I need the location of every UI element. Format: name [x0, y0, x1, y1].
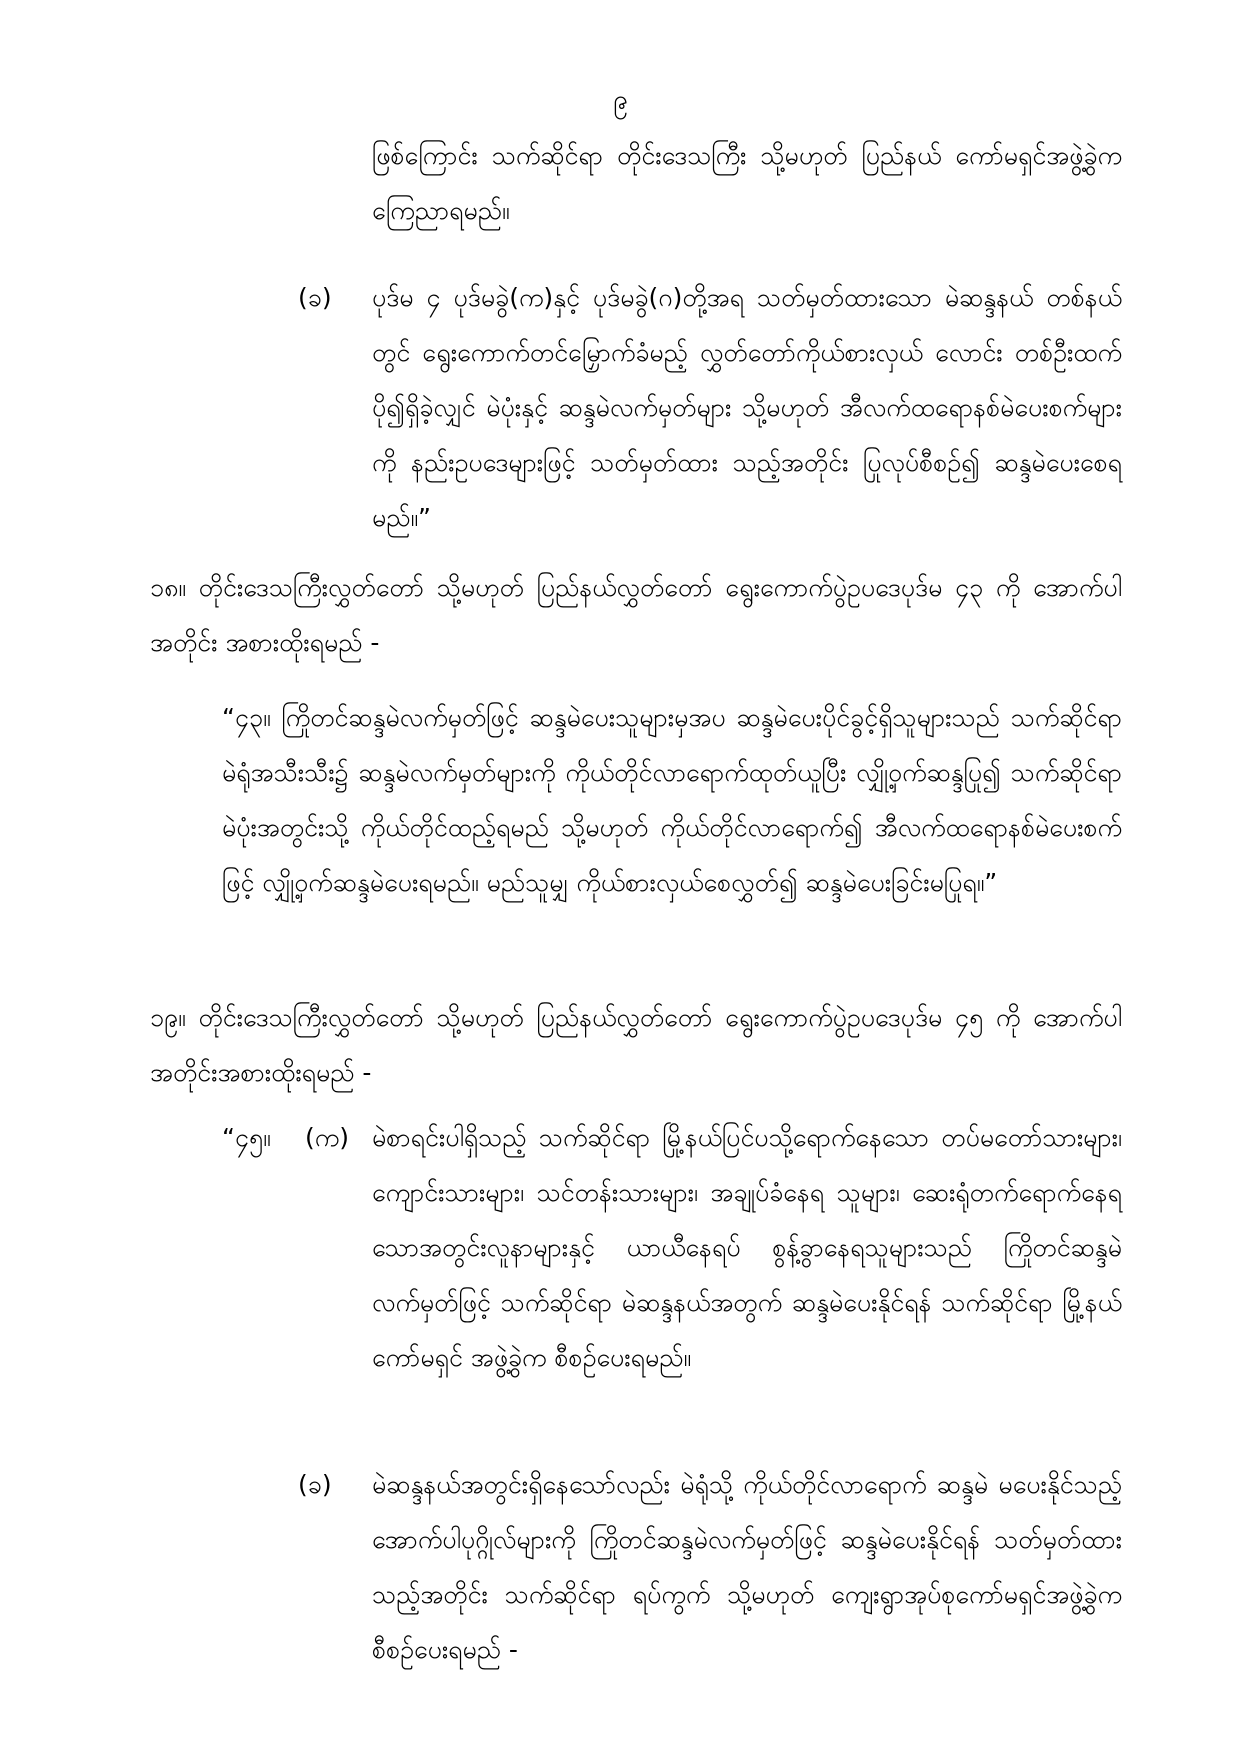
section-19-text: ၁၉။ တိုင်းဒေသကြီးလွှတ်တော် သို့မဟုတ် ပြည်နယ်လွှတ်တော် ရွေးကောက်ပွဲဥပဒေပုဒ်မ ၄၅ ကို အောက်ပါအတိုင်းအစားထိုးရမည် - — [150, 1003, 1122, 1087]
sub-clause-ka-text: မဲစာရင်းပါရှိသည့် သက်ဆိုင်ရာ မြို့နယ်ပြင်ပသို့ရောက်နေသော တပ်မတော်သားများ၊ ကျောင်းသားများ၊ သင်တန်းသားများ၊ အချုပ်ခံနေရ သူများ၊ ဆေးရုံတက်ရောက်နေရသောအတွင်းလူနာများနှင့် ယာယီနေရပ် စွန့်ခွာနေရသူများသည် ကြိုတင်ဆန္ဒမဲလက်မှတ်ဖြင့် သက်ဆိုင်ရာ မဲဆန္ဒနယ်အတွက် ဆန္ဒမဲပေးနိုင်ရန် သက်ဆိုင်ရာ မြို့နယ်ကော်မရှင် အဖွဲ့ခွဲက စီစဉ်ပေးရမည်။ — [372, 1123, 1122, 1372]
paragraph-continuation — [372, 128, 1122, 238]
paragraph-text: ဖြစ်ကြောင်း သက်ဆိုင်ရာ တိုင်းဒေသကြီး သို့မဟုတ် ပြည်နယ် ကော်မရှင်အဖွဲ့ခွဲက ကြေညာရမည်။ — [372, 141, 1122, 225]
clause-kha — [372, 270, 1122, 545]
sub-clause-kha-text: မဲဆန္ဒနယ်အတွင်းရှိနေသော်လည်း မဲရုံသို့ ကိုယ်တိုင်လာရောက် ဆန္ဒမဲ မပေးနိုင်သည့် အောက်ပါပုဂ္ဂိုလ်များကို ကြိုတင်ဆန္ဒမဲလက်မှတ်ဖြင့် ဆန္ဒမဲပေးနိုင်ရန် သတ်မှတ်ထားသည့်အတိုင်း သက်ဆိုင်ရာ ရပ်ကွက် သို့မဟုတ် ကျေးရွာအုပ်စုကော်မရှင်အဖွဲ့ခွဲက စီစဉ်ပေးရမည် - — [372, 1470, 1122, 1664]
section-19 — [150, 990, 1122, 1100]
sub-clause-kha-label: (ခ) — [298, 1470, 332, 1499]
section-18 — [150, 560, 1122, 670]
clause-kha-text: ပုဒ်မ ၄ ပုဒ်မခွဲ(က)နှင့် ပုဒ်မခွဲ(ဂ)တို့အရ သတ်မှတ်ထားသော မဲဆန္ဒနယ် တစ်နယ်တွင် ရွေးကောက်တင်မြှောက်ခံမည့် လွှတ်တော်ကိုယ်စားလှယ် လောင်း တစ်ဦးထက်ပို၍ရှိခဲ့လျှင် မဲပုံးနှင့် ဆန္ဒမဲလက်မှတ်များ သို့မဟုတ် အီလက်ထရောနစ်မဲပေးစက်များကို နည်းဥပဒေများဖြင့် သတ်မှတ်ထား သည့်အတိုင်း ပြုလုပ်စီစဉ်၍ ဆန္ဒမဲပေးစေရမည်။” — [372, 283, 1122, 532]
quoted-section-43 — [222, 690, 1122, 910]
sub-clause-ka-label: (က) — [305, 1123, 349, 1152]
section-18-text: ၁၈။ တိုင်းဒေသကြီးလွှတ်တော် သို့မဟုတ် ပြည်နယ်လွှတ်တော် ရွေးကောက်ပွဲဥပဒေပုဒ်မ ၄၃ ကို အောက်ပါအတိုင်း အစားထိုးရမည် - — [150, 573, 1122, 657]
sub-clause-kha — [372, 1457, 1122, 1677]
quoted-section-45-number: “၄၅။ — [222, 1123, 271, 1152]
quoted-section-43-text: “၄၃။ ကြိုတင်ဆန္ဒမဲလက်မှတ်ဖြင့် ဆန္ဒမဲပေးသူများမှအပ ဆန္ဒမဲပေးပိုင်ခွင့်ရှိသူများသည် သက်ဆိုင်ရာ မဲရုံအသီးသီး၌ ဆန္ဒမဲလက်မှတ်များကို ကိုယ်တိုင်လာရောက်ထုတ်ယူပြီး လျှို့ဝှက်ဆန္ဒပြု၍ သက်ဆိုင်ရာ မဲပုံးအတွင်းသို့ ကိုယ်တိုင်ထည့်ရမည် သို့မဟုတ် ကိုယ်တိုင်လာရောက်၍ အီလက်ထရောနစ်မဲပေးစက်ဖြင့် လျှို့ဝှက်ဆန္ဒမဲပေးရမည်။ မည်သူမျှ ကိုယ်စားလှယ်စေလွှတ်၍ ဆန္ဒမဲပေးခြင်းမပြုရ။” — [222, 703, 1122, 897]
clause-kha-label: (ခ) — [298, 283, 332, 312]
page-number: ၉ — [613, 85, 628, 115]
sub-clause-ka — [372, 1110, 1122, 1385]
